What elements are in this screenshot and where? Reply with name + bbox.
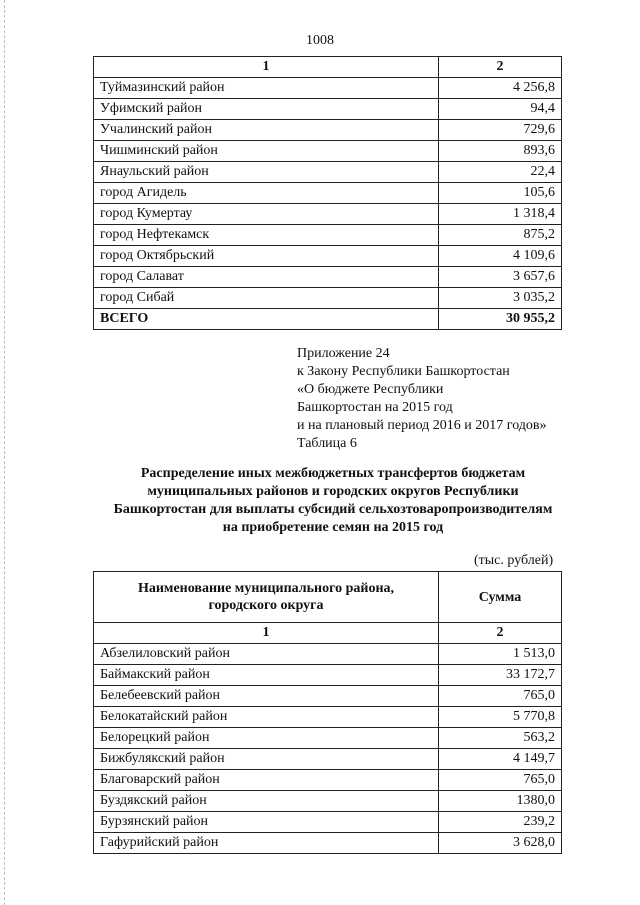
table-row [94, 162, 562, 183]
title-line: муниципальных районов и городских округов Республики [147, 484, 519, 499]
amount-value: 563,2 [439, 728, 562, 749]
amount-value: 1380,0 [439, 791, 562, 812]
appendix-line: «О бюджете Республики [297, 382, 444, 397]
table-column-number-row [94, 57, 562, 78]
amount-value: 1 318,4 [439, 204, 562, 225]
district-name: Янаульский район [94, 162, 439, 183]
amount-value: 3 628,0 [439, 833, 562, 854]
header-district-name [94, 572, 439, 623]
appendix-line: и на плановый период 2016 и 2017 годов» [297, 418, 547, 433]
table-header-row [94, 572, 562, 623]
header-name-line: городского округа [208, 598, 324, 613]
header-sum: Сумма [439, 572, 562, 623]
table-total-row [94, 309, 562, 330]
amount-value: 4 256,8 [439, 78, 562, 99]
appendix-line: к Закону Республики Башкортостан [297, 364, 510, 379]
table-row [94, 791, 562, 812]
title-line: Башкортостан для выплаты субсидий сельхозтоваропроизводителям [113, 502, 553, 517]
table-row [94, 665, 562, 686]
table-column-number-row [94, 623, 562, 644]
amount-value: 765,0 [439, 770, 562, 791]
total-value: 30 955,2 [439, 309, 562, 330]
units-label: (тыс. рублей) [474, 553, 554, 568]
distribution-table [93, 571, 562, 854]
table-row [94, 183, 562, 204]
column-number-2: 2 [439, 57, 562, 78]
amount-value: 5 770,8 [439, 707, 562, 728]
amount-value: 33 172,7 [439, 665, 562, 686]
table-row [94, 267, 562, 288]
district-name: Белокатайский район [94, 707, 439, 728]
amount-value: 3 657,6 [439, 267, 562, 288]
district-name: Уфимский район [94, 99, 439, 120]
amount-value: 4 149,7 [439, 749, 562, 770]
amount-value: 729,6 [439, 120, 562, 141]
table-row [94, 204, 562, 225]
amount-value: 22,4 [439, 162, 562, 183]
amount-value: 94,4 [439, 99, 562, 120]
table-row [94, 770, 562, 791]
table-row [94, 120, 562, 141]
district-name: Бижбулякский район [94, 749, 439, 770]
district-name: город Нефтекамск [94, 225, 439, 246]
district-name: Туймазинский район [94, 78, 439, 99]
district-name: Учалинский район [94, 120, 439, 141]
amount-value: 4 109,6 [439, 246, 562, 267]
continuation-table [93, 56, 562, 330]
table-row [94, 141, 562, 162]
table-row [94, 99, 562, 120]
table-row [94, 288, 562, 309]
header-name-line: Наименование муниципального района, [137, 581, 395, 596]
appendix-line: Башкортостан на 2015 год [297, 400, 453, 415]
title-line: на приобретение семян на 2015 год [222, 520, 444, 535]
table-label: Таблица 6 [297, 436, 357, 451]
table-row [94, 812, 562, 833]
table-row [94, 644, 562, 665]
district-name: город Агидель [94, 183, 439, 204]
page-edge-line [4, 0, 5, 905]
district-name: Белебеевский район [94, 686, 439, 707]
amount-value: 875,2 [439, 225, 562, 246]
district-name: Благоварский район [94, 770, 439, 791]
district-name: город Салават [94, 267, 439, 288]
amount-value: 105,6 [439, 183, 562, 204]
table-row [94, 833, 562, 854]
amount-value: 239,2 [439, 812, 562, 833]
amount-value: 3 035,2 [439, 288, 562, 309]
table-row [94, 246, 562, 267]
district-name: Гафурийский район [94, 833, 439, 854]
total-label: ВСЕГО [94, 309, 439, 330]
table-row [94, 78, 562, 99]
appendix-header [297, 345, 547, 453]
district-name: город Сибай [94, 288, 439, 309]
appendix-line: Приложение 24 [297, 346, 390, 361]
amount-value: 1 513,0 [439, 644, 562, 665]
district-name: Белорецкий район [94, 728, 439, 749]
district-name: Буздякский район [94, 791, 439, 812]
district-name: Абзелиловский район [94, 644, 439, 665]
column-number-2: 2 [439, 623, 562, 644]
table-row [94, 728, 562, 749]
title-line: Распределение иных межбюджетных трансфертов бюджетам [140, 466, 526, 481]
table-row [94, 749, 562, 770]
table-row [94, 686, 562, 707]
table-row [94, 225, 562, 246]
column-number-1: 1 [94, 57, 439, 78]
amount-value: 893,6 [439, 141, 562, 162]
district-name: город Кумертау [94, 204, 439, 225]
column-number-1: 1 [94, 623, 439, 644]
table-row [94, 707, 562, 728]
document-title [93, 465, 573, 537]
district-name: Бурзянский район [94, 812, 439, 833]
district-name: Чишминский район [94, 141, 439, 162]
page-number: 1008 [306, 33, 334, 48]
district-name: Баймакский район [94, 665, 439, 686]
district-name: город Октябрьский [94, 246, 439, 267]
amount-value: 765,0 [439, 686, 562, 707]
